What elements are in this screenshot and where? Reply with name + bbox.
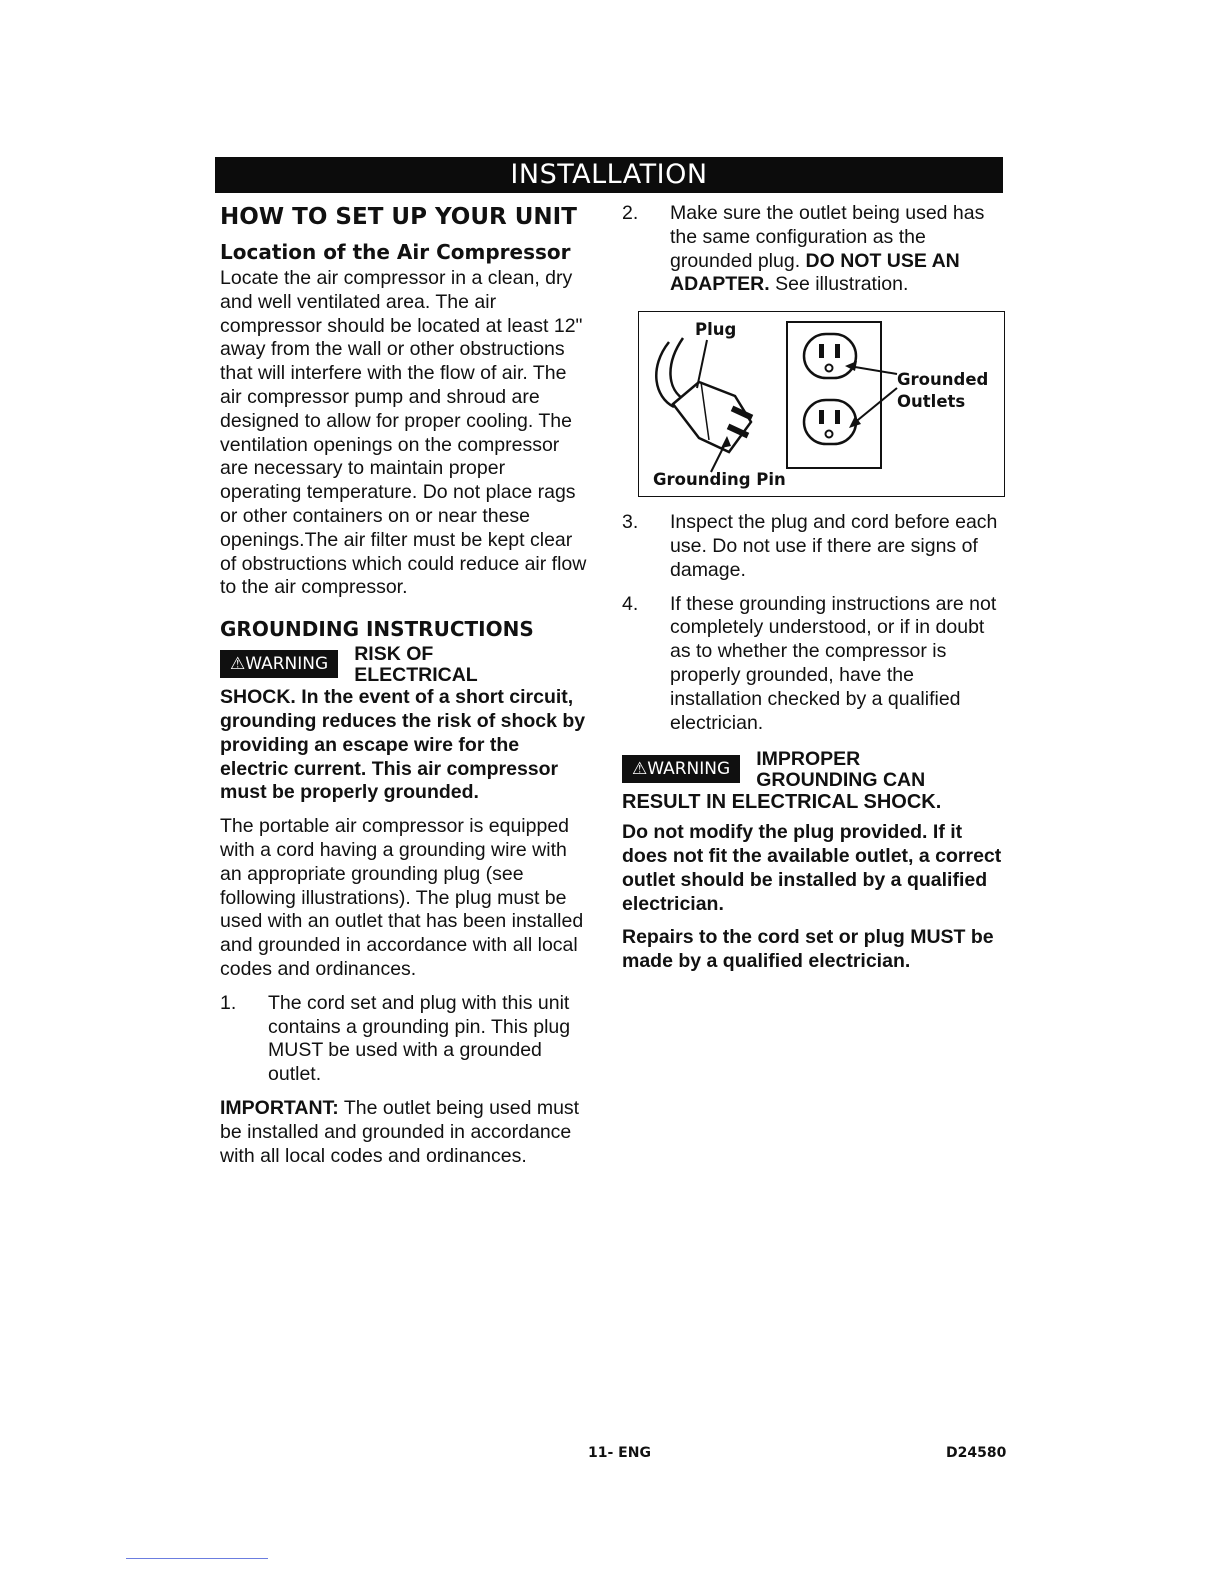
list-text: Inspect the plug and cord before each use. Do not use if there are signs of damage. [670, 511, 998, 581]
important-label: IMPORTANT: [220, 1096, 339, 1119]
divider [126, 1558, 268, 1559]
list-text-part: Make sure the outlet being used has the same configuration as the grounded plug. [670, 202, 985, 272]
grounding-heading: GROUNDING INSTRUCTIONS [220, 617, 534, 642]
grounding-pin-label: Grounding Pin [653, 470, 786, 490]
warning-heading-2-cont: RESULT IN ELECTRICAL SHOCK. [622, 791, 942, 814]
list-text: If these grounding instructions are not completely understood, or if in doubt as to whether the compressor is properly grounded, have the installation checked by a qualified electrician. [670, 592, 997, 734]
modify-plug-paragraph: Do not modify the plug provided. If it does not fit the available outlet, a correct outlet should be installed by a qualified electrician. [622, 821, 1002, 915]
portable-paragraph: The portable air compressor is equipped with a cord having a grounding wire with an appropriate grounding plug (see following illustrations). The plug must be used with an outlet that has been installed and grounded in accordance with all local codes and ordinances. [220, 815, 584, 980]
list-text-part: See illustration. [769, 273, 909, 296]
section-banner: INSTALLATION [215, 157, 1003, 193]
plug-icon [673, 382, 751, 452]
grounded-label: Grounded [897, 370, 989, 390]
important-text: The outlet being used must be installed and grounded in accordance with all local codes and ordinances. [220, 1096, 580, 1167]
list-text [670, 202, 1007, 297]
list-item-3 [622, 511, 1007, 582]
list-number: 4. [622, 592, 639, 615]
list-number: 3. [622, 511, 639, 534]
repairs-paragraph: Repairs to the cord set or plug MUST be made by a qualified electrician. [622, 926, 994, 973]
important-paragraph [220, 1097, 590, 1168]
warning-heading-2: IMPROPER GROUNDING CAN [756, 748, 926, 792]
setup-heading: HOW TO SET UP YOUR UNIT [220, 204, 577, 230]
page-number: 11- ENG [588, 1445, 651, 1461]
outlets-label: Outlets [897, 392, 966, 412]
warning-badge: ⚠WARNING [220, 650, 338, 678]
warning-badge: ⚠WARNING [622, 755, 740, 783]
list-item-1 [220, 992, 590, 1087]
list-item-2 [622, 202, 1007, 297]
warning-heading-1: RISK OF ELECTRICAL [354, 643, 478, 687]
list-number: 2. [622, 202, 639, 224]
warning-body-1: SHOCK. In the event of a short circuit, grounding reduces the risk of shock by providing an escape wire for the electric current. This air compressor must be properly grounded. [220, 686, 586, 804]
list-text: The cord set and plug with this unit contains a grounding pin. This plug MUST be used with a grounded outlet. [268, 991, 571, 1086]
location-subheading: Location of the Air Compressor [220, 240, 571, 264]
left-column [220, 202, 590, 1168]
warning-block-2 [622, 749, 1007, 791]
document-code: D24580 [946, 1445, 1007, 1461]
adapter-warning: DO NOT USE AN ADAPTER. [670, 249, 960, 296]
list-number: 1. [220, 991, 237, 1014]
location-paragraph: Locate the air compressor in a clean, dry and well ventilated area. The air compressor should be located at least 12" away from the wall or other obstructions that will interfere with the flow of air. The air compressor pump and shroud are designed to allow for proper cooling. The ventilation openings on the compressor are necessary to maintain proper operating temperature. Do not place rags or other containers on or near these openings.The air filter must be kept clear of obstructions which could reduce air flow to the air compressor. [220, 267, 587, 599]
list-item-4 [622, 593, 1007, 736]
right-column [622, 202, 1007, 974]
plug-label: Plug [695, 320, 737, 340]
warning-block-1 [220, 644, 590, 686]
plug-outlet-illustration [638, 311, 1005, 497]
